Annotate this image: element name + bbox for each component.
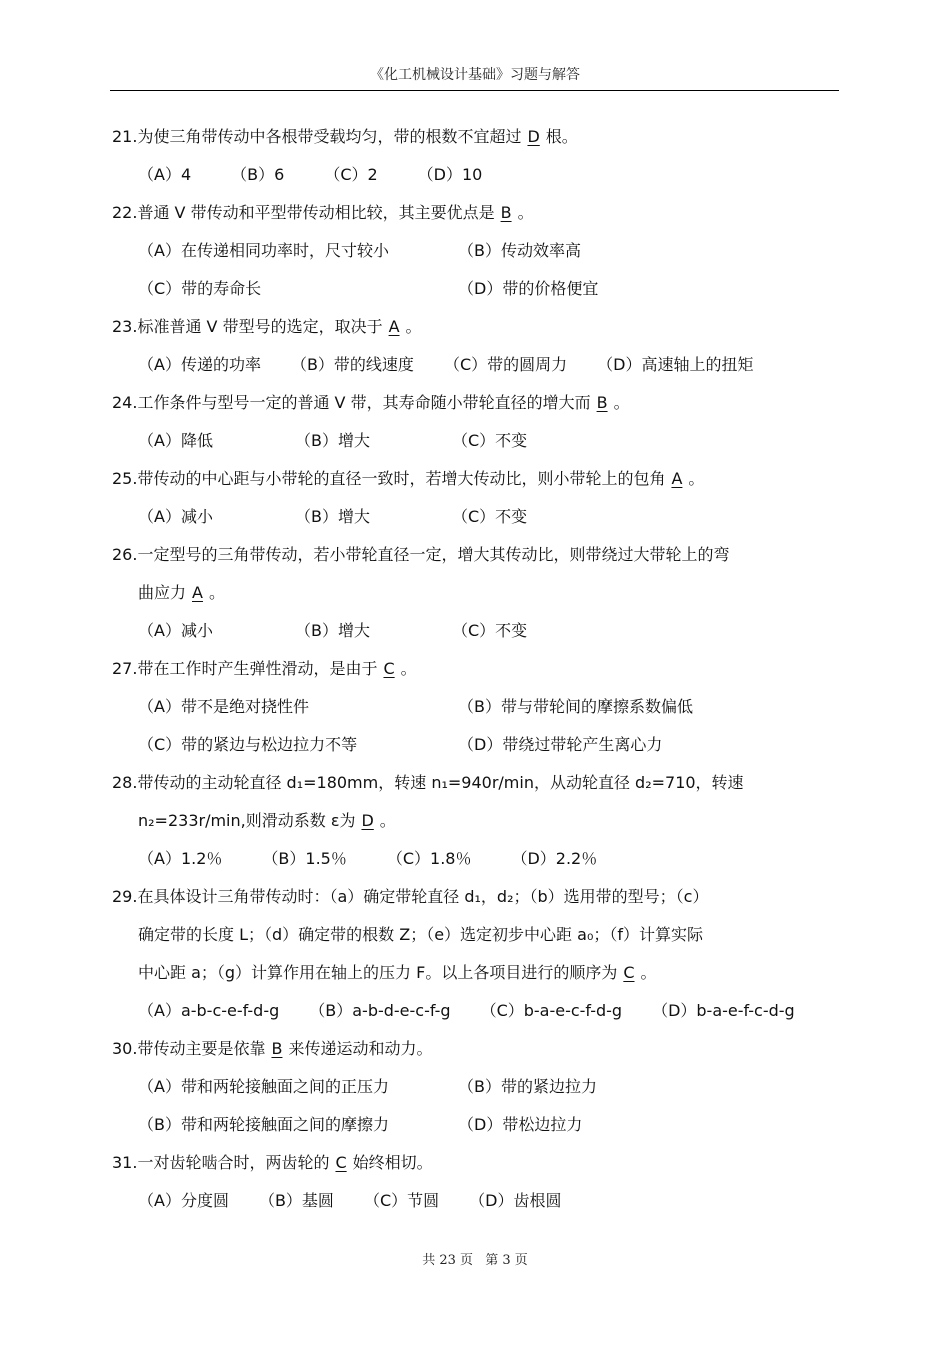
question-stem (112, 384, 842, 422)
question-text: 带传动的主动轮直径 d₁=180mm，转速 n₁=940r/min，从动轮直径 d₂=710，转速 (137, 773, 744, 792)
option-row (112, 688, 842, 726)
question-stem-continued (112, 802, 842, 840)
question-text: 一定型号的三角带传动，若小带轮直径一定，增大其传动比，则带绕过大带轮上的弯 (137, 545, 730, 564)
question-number: 23. (112, 317, 138, 336)
answer-option: （B）增大 (295, 621, 370, 640)
question-stem-continued (112, 954, 842, 992)
question-stem (112, 536, 842, 574)
question-list (112, 118, 842, 1220)
page-footer (0, 1249, 950, 1268)
question-stem-continued (112, 916, 842, 954)
answer-option: （D）10 (417, 165, 483, 184)
option-row (112, 1068, 842, 1106)
page-header-title: 《化工机械设计基础》习题与解答 (370, 67, 580, 83)
answer-option: （D）高速轴上的扭矩 (597, 355, 754, 374)
answer-option: （C）2 (324, 165, 378, 184)
question-text-tail: 。 (405, 317, 422, 336)
answer-option: （B）1.5％ (262, 849, 347, 868)
question-number: 31. (112, 1153, 138, 1172)
question-text-tail: 。 (517, 203, 534, 222)
question-text-tail: 根。 (545, 127, 578, 146)
question-stem (112, 194, 842, 232)
question-text: 普通 V 带传动和平型带传动相比较，其主要优点是 (137, 203, 495, 222)
question-number: 27. (112, 659, 138, 678)
option-row (112, 1106, 842, 1144)
question-item (112, 460, 842, 536)
question-item (112, 194, 842, 308)
header-divider (110, 90, 839, 91)
question-text-tail: 。 (640, 963, 657, 982)
answer-option: （D）b-a-e-f-c-d-g (652, 1001, 795, 1020)
answer-option: （A）传递的功率 (138, 355, 261, 374)
question-item (112, 1030, 842, 1144)
answer-option: （A）减小 (138, 621, 213, 640)
answer-option: （C）带的寿命长 (138, 279, 262, 298)
question-stem (112, 650, 842, 688)
answer-option: （A）在传递相同功率时，尺寸较小 (138, 241, 389, 260)
question-text: 一对齿轮啮合时，两齿轮的 (137, 1153, 330, 1172)
answer-option: （C）不变 (452, 431, 528, 450)
answer-option: （B）增大 (295, 431, 370, 450)
answer-option: （A）带和两轮接触面之间的正压力 (138, 1077, 389, 1096)
answer-blank: A (192, 583, 203, 602)
question-stem (112, 308, 842, 346)
answer-option: （A）带不是绝对挠性件 (138, 697, 309, 716)
answer-option: （D）带绕过带轮产生离心力 (458, 735, 663, 754)
answer-option: （A）分度圆 (138, 1191, 229, 1210)
question-item (112, 650, 842, 764)
answer-blank: B (271, 1039, 283, 1058)
question-stem (112, 118, 842, 156)
answer-option: （B）基圆 (258, 1191, 334, 1210)
answer-option: （B）带的线速度 (290, 355, 414, 374)
question-text: 带传动的中心距与小带轮的直径一致时，若增大传动比，则小带轮上的包角 (137, 469, 666, 488)
answer-blank: A (671, 469, 683, 488)
answer-blank: D (527, 127, 540, 146)
current-page-label: 第 3 页 (485, 1253, 528, 1268)
answer-option: （B）带与带轮间的摩擦系数偏低 (458, 697, 693, 716)
total-pages-label: 共 23 页 (422, 1253, 474, 1268)
question-stem (112, 764, 842, 802)
answer-option: （C）b-a-e-c-f-d-g (480, 1001, 623, 1020)
option-row (112, 726, 842, 764)
question-item (112, 536, 842, 650)
answer-option: （B）传动效率高 (458, 241, 581, 260)
answer-option: （A）a-b-c-e-f-d-g (138, 1001, 280, 1020)
question-number: 21. (112, 127, 138, 146)
question-text: 中心距 a；（g）计算作用在轴上的压力 F。以上各项目进行的顺序为 (138, 963, 618, 982)
question-number: 26. (112, 545, 138, 564)
answer-option: （B）带的紧边拉力 (458, 1077, 597, 1096)
answer-option: （B）带和两轮接触面之间的摩擦力 (138, 1115, 389, 1134)
question-number: 24. (112, 393, 138, 412)
question-text-tail: 始终相切。 (352, 1153, 433, 1172)
answer-blank: D (361, 811, 374, 830)
answer-blank: C (623, 963, 635, 982)
question-text: 标准普通 V 带型号的选定，取决于 (137, 317, 383, 336)
answer-option: （B）增大 (295, 507, 370, 526)
answer-option: （D）带的价格便宜 (458, 279, 599, 298)
answer-option: （A）减小 (138, 507, 213, 526)
answer-option: （C）节圆 (363, 1191, 440, 1210)
answer-blank: A (388, 317, 400, 336)
option-row (112, 612, 842, 650)
question-number: 22. (112, 203, 138, 222)
question-text: 曲应力 (138, 583, 187, 602)
answer-blank: B (500, 203, 512, 222)
question-text-tail: 。 (688, 469, 705, 488)
answer-option: （C）不变 (452, 507, 528, 526)
question-text: 为使三角带传动中各根带受载均匀，带的根数不宜超过 (137, 127, 522, 146)
answer-option: （C）带的圆周力 (443, 355, 568, 374)
question-text: 确定带的长度 L；（d）确定带的根数 Z；（e）选定初步中心距 a₀；（f）计算实际 (138, 925, 703, 944)
question-text: 带传动主要是依靠 (137, 1039, 266, 1058)
answer-blank: C (335, 1153, 347, 1172)
answer-option: （C）不变 (452, 621, 528, 640)
answer-blank: C (383, 659, 395, 678)
question-text-tail: 。 (208, 583, 225, 602)
option-row (112, 1182, 842, 1220)
option-row (112, 232, 842, 270)
answer-option: （D）2.2％ (511, 849, 598, 868)
question-text-tail: 来传递运动和动力。 (288, 1039, 433, 1058)
option-row (112, 270, 842, 308)
question-item (112, 308, 842, 384)
question-item (112, 878, 842, 1030)
question-text: 工作条件与型号一定的普通 V 带，其寿命随小带轮直径的增大而 (137, 393, 591, 412)
question-text: 在具体设计三角带传动时：（a）确定带轮直径 d₁，d₂；（b）选用带的型号；（c） (137, 887, 709, 906)
question-stem (112, 878, 842, 916)
question-stem (112, 1030, 842, 1068)
question-text: n₂=233r/min,则滑动系数 ε为 (138, 811, 356, 830)
option-row (112, 840, 842, 878)
question-text: 带在工作时产生弹性滑动，是由于 (137, 659, 378, 678)
question-text-tail: 。 (400, 659, 417, 678)
option-row (112, 498, 842, 536)
option-row (112, 992, 842, 1030)
question-number: 28. (112, 773, 138, 792)
option-row (112, 156, 842, 194)
answer-option: （A）4 (138, 165, 192, 184)
option-row (112, 422, 842, 460)
answer-option: （C）1.8％ (386, 849, 472, 868)
question-number: 25. (112, 469, 138, 488)
option-row (112, 346, 842, 384)
answer-option: （C）带的紧边与松边拉力不等 (138, 735, 358, 754)
question-text-tail: 。 (613, 393, 630, 412)
answer-option: （A）1.2％ (138, 849, 223, 868)
question-item (112, 118, 842, 194)
question-number: 30. (112, 1039, 138, 1058)
answer-option: （D）齿根圆 (469, 1191, 562, 1210)
question-item (112, 384, 842, 460)
question-stem (112, 460, 842, 498)
answer-blank: B (596, 393, 608, 412)
answer-option: （B）a-b-d-e-c-f-g (309, 1001, 451, 1020)
question-item (112, 764, 842, 878)
answer-option: （B）6 (231, 165, 285, 184)
question-stem (112, 1144, 842, 1182)
question-number: 29. (112, 887, 138, 906)
question-stem-continued (112, 574, 842, 612)
answer-option: （D）带松边拉力 (458, 1115, 583, 1134)
answer-option: （A）降低 (138, 431, 213, 450)
question-text-tail: 。 (379, 811, 396, 830)
question-item (112, 1144, 842, 1220)
